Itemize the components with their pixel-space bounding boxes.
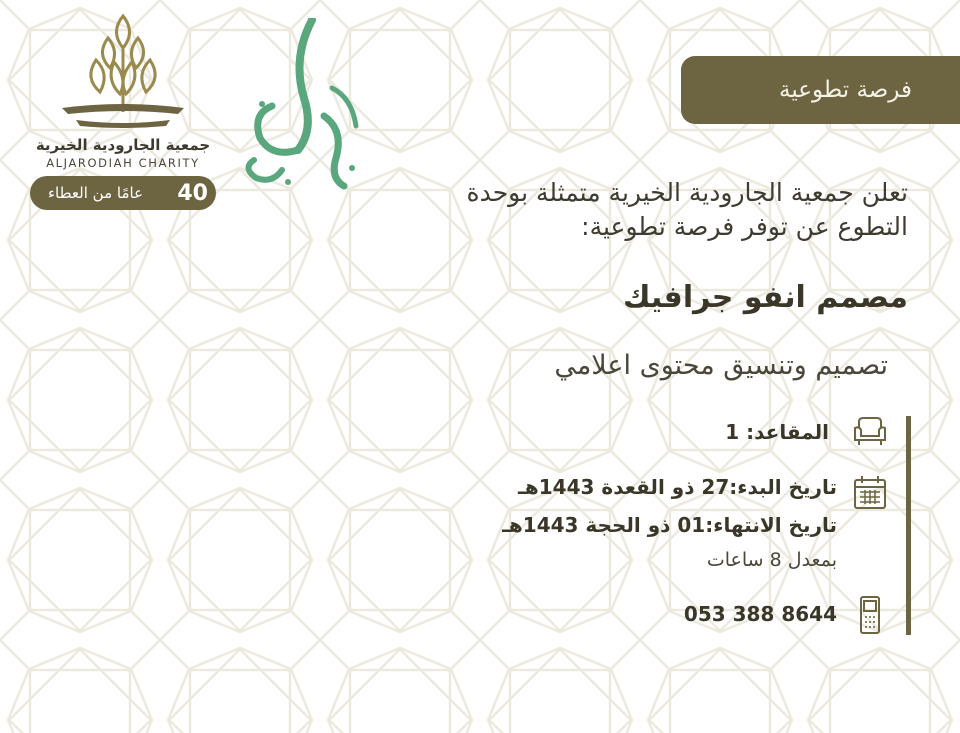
- role-title: مصمم انفو جرافيك: [623, 280, 908, 315]
- intro-line-1: تعلن جمعية الجارودية الخيرية متمثلة بوحدة: [466, 178, 908, 207]
- opportunity-header-text: فرصة تطوعية: [778, 77, 912, 103]
- hours-text: بمعدل 8 ساعات: [706, 549, 837, 571]
- charity-name-english: ALJARODIAH CHARITY: [46, 156, 200, 170]
- charity-logo: [28, 8, 218, 206]
- anniversary-number: 40: [177, 180, 208, 206]
- seats-text: المقاعد: 1: [725, 420, 829, 444]
- anniversary-text: عامًا من العطاء: [48, 184, 144, 202]
- ataa-calligraphy-logo: [232, 18, 372, 202]
- intro-line-2: التطوع عن توفر فرصة تطوعية:: [581, 212, 908, 241]
- end-date-text: تاريخ الانتهاء:01 ذو الحجة 1443هـ: [502, 513, 837, 537]
- details-divider: [906, 416, 911, 635]
- wheat-boat-icon: [28, 8, 218, 136]
- anniversary-badge: [30, 176, 216, 210]
- start-date-text: تاريخ البدء:27 ذو القعدة 1443هـ: [518, 475, 837, 499]
- armchair-icon: [850, 414, 890, 450]
- intro-paragraph: [388, 176, 908, 244]
- role-description: تصميم وتنسيق محتوى اعلامي: [554, 350, 888, 381]
- mobile-phone-icon: [850, 594, 890, 636]
- opportunity-header-badge: [681, 56, 960, 124]
- charity-name-arabic: جمعية الجارودية الخيرية: [35, 136, 211, 154]
- calendar-icon: [850, 473, 890, 513]
- phone-number[interactable]: 053 388 8644: [683, 602, 837, 626]
